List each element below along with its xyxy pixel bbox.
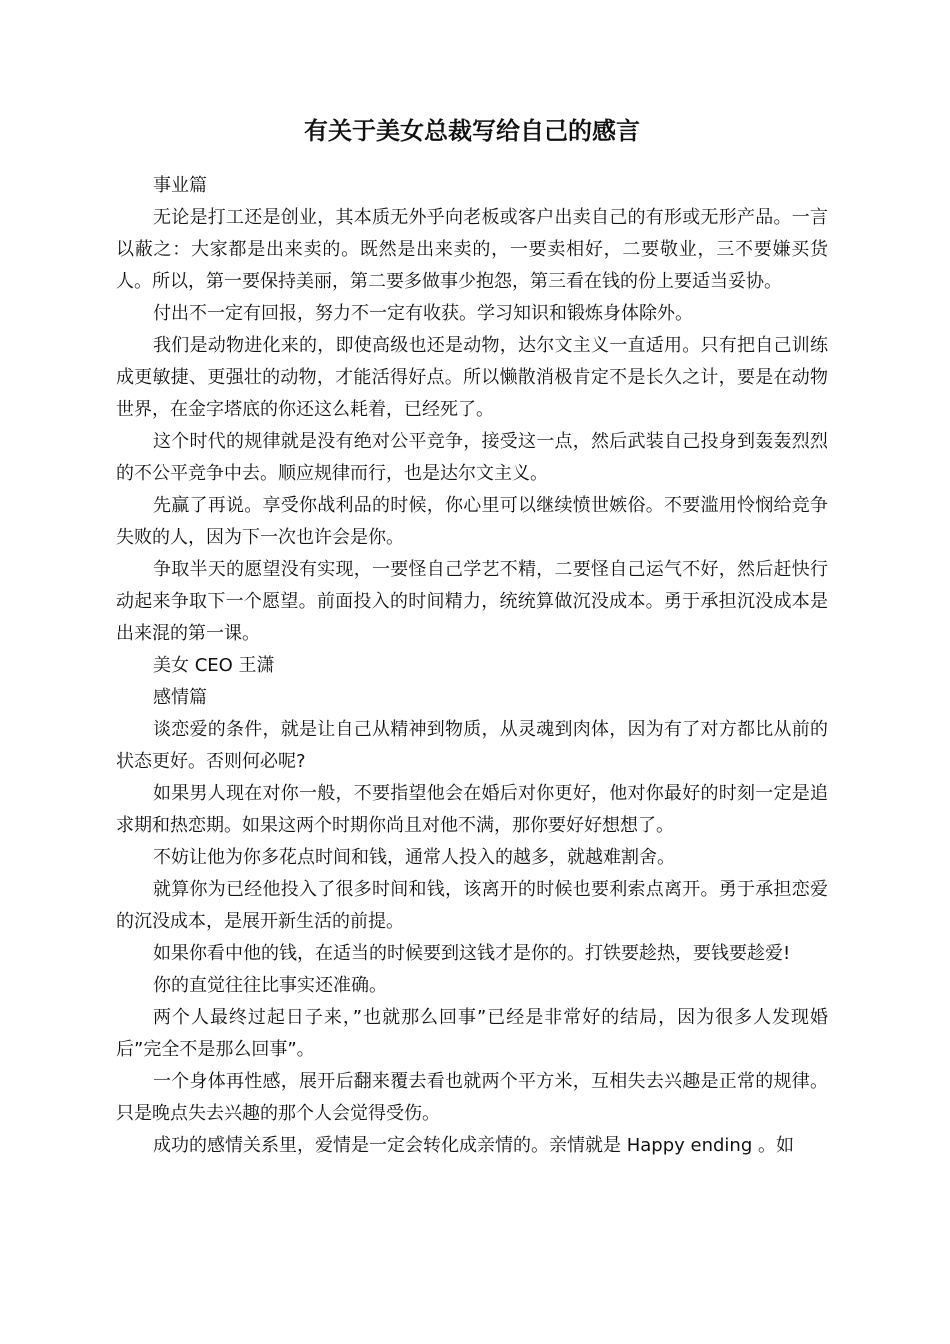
section-heading-emotion: 感情篇: [153, 687, 207, 708]
paragraph: 无论是打工还是创业，其本质无外乎向老板或客户出卖自己的有形或无形产品。一言以蔽之：大家都是出来卖的。既然是出来卖的，一要卖相好，二要敬业，三不要嫌买货人。所以，第一要保持美丽，第二要多做事少抱怨，第三看在钱的份上要适当妥协。: [116, 207, 828, 292]
document-page: [116, 112, 828, 1162]
paragraph: 两个人最终过起日子来，”也就那么回事”已经是非常好的结局，因为很多人发现婚后”完全不是那么回事”。: [116, 1007, 828, 1060]
section-heading-career: 事业篇: [153, 175, 207, 196]
document-title: 有关于美女总裁写给自己的感言: [304, 117, 640, 145]
paragraph: 不妨让他为你多花点时间和钱，通常人投入的越多，就越难割舍。: [153, 847, 675, 868]
paragraph: 这个时代的规律就是没有绝对公平竞争，接受这一点，然后武装自己投身到轰轰烈烈的不公平竞争中去。顺应规律而行，也是达尔文主义。: [116, 431, 828, 484]
paragraph: 一个身体再性感，展开后翻来覆去看也就两个平方米，互相失去兴趣是正常的规律。只是晚点失去兴趣的那个人会觉得受伤。: [116, 1071, 828, 1124]
author-signature: 美女 CEO 王潇: [153, 655, 275, 676]
paragraph: 付出不一定有回报，努力不一定有收获。学习知识和锻炼身体除外。: [153, 303, 693, 324]
paragraph: 成功的感情关系里，爱情是一定会转化成亲情的。亲情就是 Happy ending 。如: [153, 1135, 794, 1156]
paragraph: 你的直觉往往比事实还准确。: [153, 975, 387, 996]
paragraph: 争取半天的愿望没有实现，一要怪自己学艺不精，二要怪自己运气不好，然后赶快行动起来争取下一个愿望。前面投入的时间精力，统统算做沉没成本。勇于承担沉没成本是出来混的第一课。: [116, 559, 828, 644]
paragraph: 就算你为已经他投入了很多时间和钱，该离开的时候也要利索点离开。勇于承担恋爱的沉没成本，是展开新生活的前提。: [116, 879, 828, 932]
paragraph: 谈恋爱的条件，就是让自己从精神到物质，从灵魂到肉体，因为有了对方都比从前的状态更好。否则何必呢?: [116, 719, 828, 772]
paragraph: 先赢了再说。享受你战利品的时候，你心里可以继续愤世嫉俗。不要滥用怜悯给竞争失败的人，因为下一次也许会是你。: [116, 495, 828, 548]
paragraph: 我们是动物进化来的，即使高级也还是动物，达尔文主义一直适用。只有把自己训练成更敏捷、更强壮的动物，才能活得好点。所以懒散消极肯定不是长久之计，要是在动物世界，在金字塔底的你还这么耗着，已经死了。: [116, 335, 828, 420]
paragraph: 如果男人现在对你一般，不要指望他会在婚后对你更好，他对你最好的时刻一定是追求期和热恋期。如果这两个时期你尚且对他不满，那你要好好想想了。: [116, 783, 828, 836]
paragraph: 如果你看中他的钱，在适当的时候要到这钱才是你的。打铁要趁热，要钱要趁爱!: [153, 943, 791, 964]
